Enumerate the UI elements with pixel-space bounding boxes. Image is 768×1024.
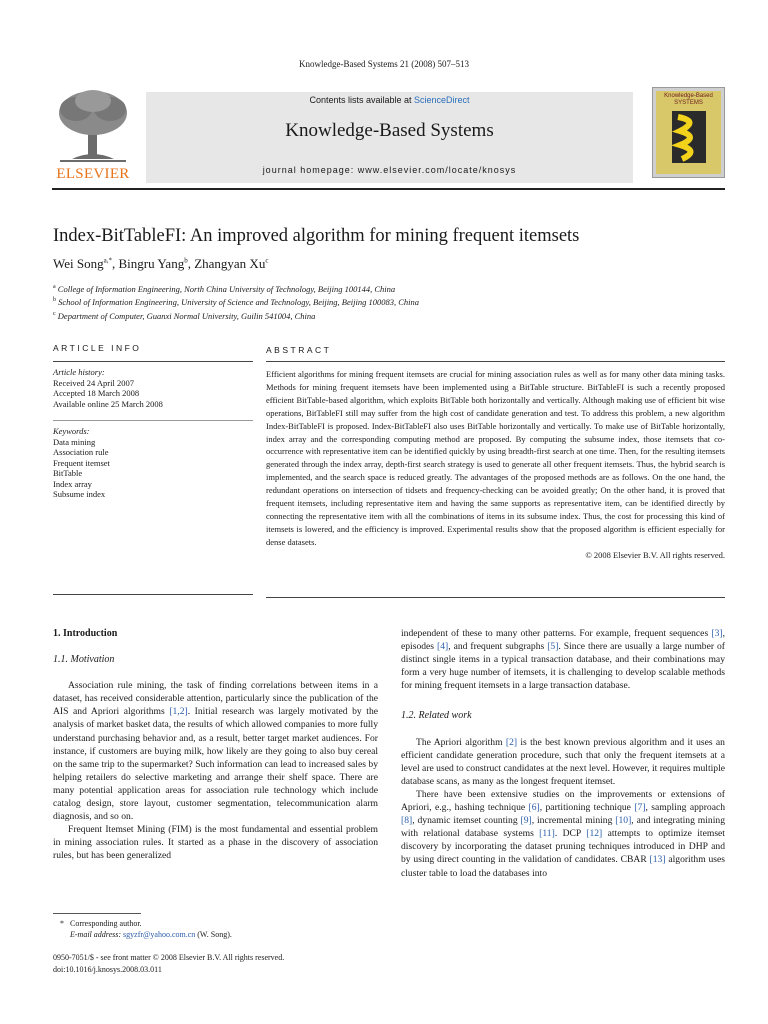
article-info-heading: ARTICLE INFO xyxy=(53,343,142,353)
info-rule-top xyxy=(53,361,253,362)
affiliation xyxy=(53,282,419,295)
affiliations xyxy=(53,282,419,322)
cover-title xyxy=(656,93,721,107)
reference-link[interactable]: [12] xyxy=(586,828,603,840)
paragraph: The Apriori algorithm [2] is the best known previous algorithm and it uses an efficient candidate generation procedure, such that only the frequent itemsets at a level are used to construct candidates at the next level. However, it requires multiple database scans, as many as the longest frequent itemset. xyxy=(401,736,725,787)
footnote-mark: * xyxy=(60,919,64,928)
reference-link[interactable]: [2] xyxy=(505,736,518,748)
keyword: Subsume index xyxy=(53,489,106,499)
author-list xyxy=(53,256,268,272)
affiliation xyxy=(53,295,419,308)
abstract-body xyxy=(266,368,725,562)
info-rule-bottom xyxy=(53,594,253,595)
history-label: Article history: xyxy=(53,367,105,377)
abstract-copyright: © 2008 Elsevier B.V. All rights reserved. xyxy=(585,549,725,560)
affil-mark: c xyxy=(53,310,56,317)
article-history xyxy=(53,367,253,409)
contents-line xyxy=(146,95,633,105)
keyword: Index array xyxy=(53,478,92,489)
abstract-rule-top xyxy=(266,361,725,362)
history-accepted: Accepted 18 March 2008 xyxy=(53,388,140,398)
author-affil-mark: b xyxy=(184,256,188,265)
reference-link[interactable]: [3] xyxy=(711,628,723,639)
abstract-text: Efficient algorithms for mining frequent itemsets are crucial for mining association rules as well as for many other data mining tasks. Methods for mining frequent itemsets have been implemented using a BitTable structure. BitTableFI is such a recently proposed efficient BitTable-based algorithm, which exploits BitTable both horizontally and vertically. Although making use of efficient bit wise operations, BitTableFI still may suffer from the high cost of candidate generation and test. To address this problem, a new algorithm Index-BitTableFI is proposed. Index-BitTableFI also uses BitTable horizontally and vertically. To make use of BitTable horizontally, index array and the corresponding computing method are proposed. By computing the subsume index, those itemsets that co-occurrence with representative item can be identified quickly by using breadth-first search at one time. Then, for the resulting itemsets generated through the index array, depth-first search strategy is used to generate all other frequent itemsets. Thus, the hybrid search is implemented, and the search space is reduced greatly. The advantages of the proposed methods are as follows. On the one hand, the redundant operations on intersection of tidsets and frequency-checking can be avoided greatly; On the other hand, it is proved that frequent itemsets, including representative item and having the same supports as representative item, can be identified directly by connecting the representative item with all the combinations of items in its subsume index. Thus, the cost for processing this kind of itemsets is lowered, and the efficiency is improved. Experimental results show that the proposed algorithm is efficient especially for dense datasets. xyxy=(266,369,725,547)
author-name: Bingru Yang xyxy=(118,256,185,271)
keyword: Frequent itemset xyxy=(53,457,110,468)
footnote-rule xyxy=(53,913,141,914)
abstract-heading: ABSTRACT xyxy=(266,345,332,355)
header-rule xyxy=(52,188,725,190)
journal-title: Knowledge-Based Systems xyxy=(285,120,494,141)
cover-title-line-2: SYSTEMS xyxy=(674,100,703,106)
author-name: Zhangyan Xu xyxy=(194,256,266,271)
contents-prefix: Contents lists available at xyxy=(309,95,415,105)
keyword: BitTable xyxy=(53,468,83,478)
journal-banner xyxy=(146,92,633,183)
keyword: Association rule xyxy=(53,447,109,457)
paragraph-continued: independent of these to many other patterns. For example, frequent sequences [3], episodes [4], and frequent subgraphs [5]. Since there are usually a large number of distinct single items in a typical transaction database, and their combinations may form a very huge number of itemsets, it is challenging to develop scalable methods for mining frequent itemsets in a large transaction database. xyxy=(401,628,725,692)
paragraph: Association rule mining, the task of finding correlations between items in a dataset, has received considerable attention, particularly since the publication of the AIS and Apriori algorithms [1,2]. Initial research was largely motivated by the analysis of market basket data, the results of which allowed companies to more fully understand purchasing behavior and, as a result, better target market audiences. For instance, if customers are buying milk, how likely are they going to also buy cereal on the same trip to the supermarket? Such information can lead to increased sales by helping retailers do selective marketing and arrange their shelf space. There are many potential application areas for association rule technology which include catalog design, store layout, customer segmentation, telecommunication alarm diagnosis, and so on. xyxy=(53,680,378,823)
reference-link[interactable]: [9] xyxy=(520,815,532,827)
keyword: Data mining xyxy=(53,436,96,447)
elsevier-logo xyxy=(52,87,134,183)
reference-link[interactable]: [1,2] xyxy=(169,706,188,718)
doi-line: doi:10.1016/j.knosys.2008.03.011 xyxy=(53,964,162,974)
sciencedirect-link[interactable]: ScienceDirect xyxy=(414,95,470,105)
affiliation xyxy=(53,309,419,322)
author-affil-mark: c xyxy=(265,256,269,265)
history-received: Received 24 April 2007 xyxy=(53,377,134,388)
subsection-heading-motivation: 1.1. Motivation xyxy=(53,654,115,666)
author-separator: , xyxy=(111,256,119,271)
elsevier-tree-icon xyxy=(52,87,134,165)
affil-mark: a xyxy=(53,284,56,290)
abstract-rule-bottom xyxy=(266,597,725,598)
email-suffix: (W. Song). xyxy=(195,930,232,939)
body-right-column xyxy=(401,627,725,880)
cover-spiral-icon xyxy=(672,111,706,163)
cover-title-line-1: Knowledge-Based xyxy=(664,93,713,99)
reference-link[interactable]: [6] xyxy=(528,802,540,814)
journal-homepage[interactable]: journal homepage: www.elsevier.com/locate/knosys xyxy=(262,165,517,175)
elsevier-wordmark: ELSEVIER xyxy=(56,166,130,182)
author-affil-mark: a,* xyxy=(103,256,112,265)
affil-text: School of Information Engineering, University of Science and Technology, Beijing, Beijing 100083, China xyxy=(58,297,420,308)
paragraph: Frequent Itemset Mining (FIM) is the most fundamental and essential problem in mining association rules. It started as a phase in the discovery of association rules, but has been generalized xyxy=(53,824,378,862)
reference-link[interactable]: [13] xyxy=(649,854,666,866)
journal-citation: Knowledge-Based Systems 21 (2008) 507–513 xyxy=(299,59,469,69)
reference-link[interactable]: [5] xyxy=(547,641,559,653)
reference-link[interactable]: [11] xyxy=(539,828,555,840)
reference-link[interactable]: [10] xyxy=(615,815,632,827)
affil-mark: b xyxy=(53,297,56,304)
journal-cover xyxy=(652,87,725,178)
keywords xyxy=(53,426,253,500)
email-label: E-mail address: xyxy=(70,930,124,939)
issn-block xyxy=(53,952,284,975)
reference-link[interactable]: [4] xyxy=(437,641,449,653)
affil-text: Department of Computer, Guanxi Normal University, Guilin 541004, China xyxy=(57,310,316,321)
footnote xyxy=(60,918,378,940)
corresponding-author: Corresponding author. xyxy=(70,919,142,928)
paragraph: There have been extensive studies on the improvements or extensions of Apriori, e.g., hashing technique [6], partitioning technique [7], sampling approach [8], dynamic itemset counting [9], incremental mining [10], and integrating mining with relational database systems [11]. DCP [12] attempts to optimize itemset discovery by incorporating the dataset pruning techniques introduced in DHP and by using direct counting in the validation of candidates. CBAR [13] algorithm uses cluster table to load the databases into xyxy=(401,788,726,879)
history-online: Available online 25 March 2008 xyxy=(53,398,163,409)
subsection-heading-related-work: 1.2. Related work xyxy=(401,710,472,722)
author-name: Wei Song xyxy=(53,256,104,271)
author-separator: , xyxy=(187,256,195,271)
reference-link[interactable]: [8] xyxy=(401,815,413,827)
affil-text: College of Information Engineering, North China University of Technology, Beijing 100144, China xyxy=(57,283,396,294)
email-link[interactable]: sgyzfr@yahoo.com.cn xyxy=(123,930,196,939)
article-title: Index-BitTableFI: An improved algorithm for mining frequent itemsets xyxy=(53,226,580,246)
info-rule-mid xyxy=(53,420,253,421)
issn-line: 0950-7051/$ - see front matter © 2008 Elsevier B.V. All rights reserved. xyxy=(53,953,285,962)
body-left-column xyxy=(53,627,378,863)
reference-link[interactable]: [7] xyxy=(634,802,646,814)
keywords-label: Keywords: xyxy=(53,426,90,436)
section-heading-introduction: 1. Introduction xyxy=(53,628,118,639)
